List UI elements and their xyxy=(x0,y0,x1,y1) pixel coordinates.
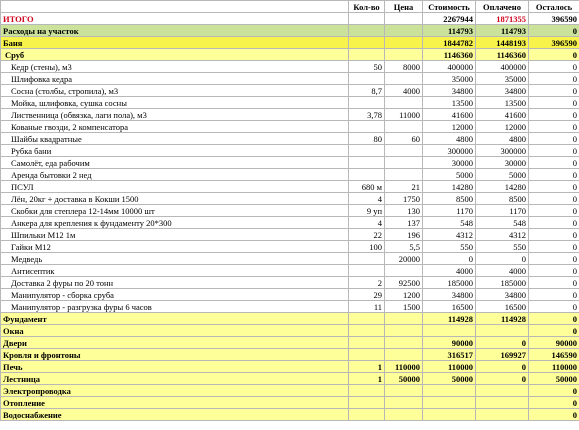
left-cell[interactable]: 0 xyxy=(529,193,579,205)
table-row xyxy=(1,169,579,181)
table-row xyxy=(1,349,579,361)
name-cell[interactable]: Медведь xyxy=(1,253,349,265)
left-cell[interactable]: 0 xyxy=(529,313,579,325)
paid-cell[interactable]: 13500 xyxy=(476,97,529,109)
left-cell[interactable]: 0 xyxy=(529,61,579,73)
price-cell[interactable]: 11000 xyxy=(385,109,423,121)
paid-cell[interactable] xyxy=(476,397,529,409)
table-row xyxy=(1,361,579,373)
price-cell[interactable] xyxy=(385,265,423,277)
paid-cell[interactable]: 4312 xyxy=(476,229,529,241)
name-cell[interactable]: Анкера для крепления к фундаменту 20*300 xyxy=(1,217,349,229)
name-cell[interactable]: Рубка бани xyxy=(1,145,349,157)
price-cell[interactable]: 92500 xyxy=(385,277,423,289)
table-row xyxy=(1,13,579,25)
price-cell[interactable] xyxy=(385,157,423,169)
table-row xyxy=(1,73,579,85)
cost-cell[interactable]: 1844782 xyxy=(423,37,476,49)
name-cell[interactable]: Шлифовка кедра xyxy=(1,73,349,85)
header-price-cell[interactable]: Цена xyxy=(385,1,423,13)
table-row xyxy=(1,145,579,157)
left-cell[interactable]: 0 xyxy=(529,73,579,85)
left-cell[interactable]: 0 xyxy=(529,217,579,229)
name-cell[interactable]: Мойка, шлифовка, сушка сосны xyxy=(1,97,349,109)
name-cell[interactable]: Отопление xyxy=(1,397,349,409)
name-cell[interactable]: Печь xyxy=(1,361,349,373)
left-cell[interactable]: 0 xyxy=(529,97,579,109)
price-cell[interactable] xyxy=(385,49,423,61)
cost-cell[interactable]: 4000 xyxy=(423,265,476,277)
qty-cell[interactable] xyxy=(349,37,385,49)
price-cell[interactable]: 137 xyxy=(385,217,423,229)
left-cell[interactable]: 0 xyxy=(529,229,579,241)
left-cell[interactable]: 0 xyxy=(529,277,579,289)
table-row xyxy=(1,85,579,97)
left-cell[interactable]: 0 xyxy=(529,253,579,265)
paid-cell[interactable]: 400000 xyxy=(476,61,529,73)
qty-cell[interactable] xyxy=(349,385,385,397)
table-row xyxy=(1,337,579,349)
name-cell[interactable]: Шпильки М12 1м xyxy=(1,229,349,241)
table-row xyxy=(1,265,579,277)
cost-cell[interactable]: 30000 xyxy=(423,157,476,169)
paid-cell[interactable]: 1170 xyxy=(476,205,529,217)
qty-cell[interactable] xyxy=(349,337,385,349)
qty-cell[interactable] xyxy=(349,409,385,421)
qty-cell[interactable] xyxy=(349,397,385,409)
name-cell[interactable]: Лён, 20кг + доставка в Кокши 1500 xyxy=(1,193,349,205)
cost-cell[interactable]: 316517 xyxy=(423,349,476,361)
paid-cell[interactable]: 169927 xyxy=(476,349,529,361)
qty-cell[interactable]: 22 xyxy=(349,229,385,241)
name-cell[interactable]: Самолёт, еда рабочим xyxy=(1,157,349,169)
table-row xyxy=(1,301,579,313)
cost-cell[interactable]: 13500 xyxy=(423,97,476,109)
price-cell[interactable]: 21 xyxy=(385,181,423,193)
table-row xyxy=(1,325,579,337)
left-cell[interactable]: 0 xyxy=(529,265,579,277)
price-cell[interactable] xyxy=(385,37,423,49)
paid-cell[interactable]: 41600 xyxy=(476,109,529,121)
left-cell[interactable]: 0 xyxy=(529,205,579,217)
name-cell[interactable]: Кованые гвозди, 2 компенсатора xyxy=(1,121,349,133)
price-cell[interactable]: 5,5 xyxy=(385,241,423,253)
qty-cell[interactable]: 1 xyxy=(349,361,385,373)
qty-cell[interactable]: 8,7 xyxy=(349,85,385,97)
table-row xyxy=(1,97,579,109)
price-cell[interactable]: 4000 xyxy=(385,85,423,97)
qty-cell[interactable]: 2 xyxy=(349,277,385,289)
paid-cell[interactable]: 0 xyxy=(476,373,529,385)
paid-cell[interactable]: 1871355 xyxy=(476,13,529,25)
left-cell[interactable]: 0 xyxy=(529,241,579,253)
left-cell[interactable]: 0 xyxy=(529,325,579,337)
cost-cell[interactable]: 90000 xyxy=(423,337,476,349)
table-row xyxy=(1,373,579,385)
left-cell[interactable]: 0 xyxy=(529,385,579,397)
name-cell[interactable]: Фундамент xyxy=(1,313,349,325)
header-name-cell[interactable] xyxy=(1,1,349,13)
paid-cell[interactable]: 8500 xyxy=(476,193,529,205)
header-cost-cell[interactable]: Стоимость xyxy=(423,1,476,13)
table-row xyxy=(1,37,579,49)
qty-cell[interactable] xyxy=(349,145,385,157)
price-cell[interactable]: 1750 xyxy=(385,193,423,205)
cost-cell[interactable]: 14280 xyxy=(423,181,476,193)
left-cell[interactable]: 0 xyxy=(529,409,579,421)
name-cell[interactable]: Сосна (столбы, стропила), м3 xyxy=(1,85,349,97)
qty-cell[interactable] xyxy=(349,169,385,181)
left-cell[interactable]: 0 xyxy=(529,301,579,313)
qty-cell[interactable]: 4 xyxy=(349,193,385,205)
price-cell[interactable] xyxy=(385,385,423,397)
paid-cell[interactable]: 35000 xyxy=(476,73,529,85)
paid-cell[interactable] xyxy=(476,325,529,337)
left-cell[interactable]: 0 xyxy=(529,49,579,61)
paid-cell[interactable]: 34800 xyxy=(476,85,529,97)
cost-cell[interactable]: 114928 xyxy=(423,313,476,325)
left-cell[interactable]: 396590 xyxy=(529,13,579,25)
name-cell[interactable]: Окна xyxy=(1,325,349,337)
qty-cell[interactable] xyxy=(349,97,385,109)
name-cell[interactable]: Баня xyxy=(1,37,349,49)
cost-cell[interactable]: 550 xyxy=(423,241,476,253)
paid-cell[interactable]: 548 xyxy=(476,217,529,229)
table-row xyxy=(1,193,579,205)
cost-cell[interactable]: 4800 xyxy=(423,133,476,145)
table-row xyxy=(1,397,579,409)
name-cell[interactable]: Водоснабжение xyxy=(1,409,349,421)
price-cell[interactable]: 20000 xyxy=(385,253,423,265)
qty-cell[interactable]: 680 м xyxy=(349,181,385,193)
cost-cell[interactable]: 4312 xyxy=(423,229,476,241)
qty-cell[interactable]: 80 xyxy=(349,133,385,145)
qty-cell[interactable] xyxy=(349,157,385,169)
cost-cell[interactable]: 114793 xyxy=(423,25,476,37)
cost-cell[interactable] xyxy=(423,397,476,409)
cost-cell[interactable]: 185000 xyxy=(423,277,476,289)
price-cell[interactable] xyxy=(385,169,423,181)
price-cell[interactable] xyxy=(385,313,423,325)
table-row xyxy=(1,277,579,289)
paid-cell[interactable]: 114928 xyxy=(476,313,529,325)
qty-cell[interactable]: 100 xyxy=(349,241,385,253)
paid-cell[interactable]: 0 xyxy=(476,361,529,373)
cost-cell[interactable] xyxy=(423,325,476,337)
cost-cell[interactable]: 300000 xyxy=(423,145,476,157)
header-qty-cell[interactable]: Кол-во xyxy=(349,1,385,13)
paid-cell[interactable]: 300000 xyxy=(476,145,529,157)
paid-cell[interactable]: 550 xyxy=(476,241,529,253)
table-row xyxy=(1,157,579,169)
table-row xyxy=(1,133,579,145)
cost-cell[interactable]: 12000 xyxy=(423,121,476,133)
qty-cell[interactable] xyxy=(349,325,385,337)
table-row xyxy=(1,385,579,397)
name-cell[interactable]: Шайбы квадратные xyxy=(1,133,349,145)
paid-cell[interactable] xyxy=(476,409,529,421)
paid-cell[interactable]: 4800 xyxy=(476,133,529,145)
paid-cell[interactable]: 0 xyxy=(476,337,529,349)
cost-cell[interactable]: 8500 xyxy=(423,193,476,205)
left-cell[interactable]: 0 xyxy=(529,397,579,409)
paid-cell[interactable] xyxy=(476,385,529,397)
table-row xyxy=(1,241,579,253)
name-cell[interactable]: Лиственница (обвязка, лаги пола), м3 xyxy=(1,109,349,121)
table-row xyxy=(1,409,579,421)
qty-cell[interactable]: 4 xyxy=(349,217,385,229)
qty-cell[interactable]: 50 xyxy=(349,61,385,73)
left-cell[interactable]: 0 xyxy=(529,25,579,37)
left-cell[interactable]: 0 xyxy=(529,109,579,121)
table-row xyxy=(1,109,579,121)
name-cell[interactable]: Кедр (стены), м3 xyxy=(1,61,349,73)
qty-cell[interactable]: 3,78 xyxy=(349,109,385,121)
cost-cell[interactable]: 34800 xyxy=(423,85,476,97)
name-cell[interactable]: Расходы на участок xyxy=(1,25,349,37)
cost-cell[interactable]: 0 xyxy=(423,253,476,265)
table-row xyxy=(1,121,579,133)
left-cell[interactable]: 0 xyxy=(529,169,579,181)
cost-cell[interactable]: 5000 xyxy=(423,169,476,181)
cost-cell[interactable]: 2267944 xyxy=(423,13,476,25)
left-cell[interactable]: 0 xyxy=(529,181,579,193)
table-row xyxy=(1,61,579,73)
name-cell[interactable]: Лестница xyxy=(1,373,349,385)
table-row xyxy=(1,253,579,265)
price-cell[interactable] xyxy=(385,73,423,85)
table-row xyxy=(1,205,579,217)
name-cell[interactable]: Манипулятор - сборка сруба xyxy=(1,289,349,301)
table-row xyxy=(1,229,579,241)
qty-cell[interactable] xyxy=(349,265,385,277)
cost-cell[interactable]: 50000 xyxy=(423,373,476,385)
cost-cell[interactable]: 1146360 xyxy=(423,49,476,61)
price-cell[interactable] xyxy=(385,121,423,133)
paid-cell[interactable]: 185000 xyxy=(476,277,529,289)
price-cell[interactable]: 60 xyxy=(385,133,423,145)
cost-cell[interactable]: 110000 xyxy=(423,361,476,373)
table-row xyxy=(1,25,579,37)
qty-cell[interactable]: 29 xyxy=(349,289,385,301)
left-cell[interactable]: 50000 xyxy=(529,373,579,385)
qty-cell[interactable] xyxy=(349,49,385,61)
price-cell[interactable] xyxy=(385,325,423,337)
name-cell[interactable]: Кровля и фронтоны xyxy=(1,349,349,361)
left-cell[interactable]: 0 xyxy=(529,289,579,301)
qty-cell[interactable]: 11 xyxy=(349,301,385,313)
name-cell[interactable]: Доставка 2 фуры по 20 тонн xyxy=(1,277,349,289)
cost-cell[interactable]: 400000 xyxy=(423,61,476,73)
header-left-cell[interactable]: Осталось xyxy=(529,1,579,13)
table-row xyxy=(1,313,579,325)
paid-cell[interactable]: 5000 xyxy=(476,169,529,181)
qty-cell[interactable]: 9 уп xyxy=(349,205,385,217)
name-cell[interactable]: Сруб xyxy=(1,49,349,61)
left-cell[interactable]: 90000 xyxy=(529,337,579,349)
price-cell[interactable]: 8000 xyxy=(385,61,423,73)
name-cell[interactable]: Гайки М12 xyxy=(1,241,349,253)
qty-cell[interactable] xyxy=(349,13,385,25)
paid-cell[interactable]: 12000 xyxy=(476,121,529,133)
cost-cell[interactable]: 548 xyxy=(423,217,476,229)
price-cell[interactable]: 50000 xyxy=(385,373,423,385)
table-row xyxy=(1,217,579,229)
header-paid-cell[interactable]: Оплачено xyxy=(476,1,529,13)
cost-cell[interactable]: 41600 xyxy=(423,109,476,121)
paid-cell[interactable]: 34800 xyxy=(476,289,529,301)
price-cell[interactable]: 130 xyxy=(385,205,423,217)
price-cell[interactable] xyxy=(385,97,423,109)
price-cell[interactable]: 1500 xyxy=(385,301,423,313)
cost-cell[interactable] xyxy=(423,409,476,421)
price-cell[interactable] xyxy=(385,349,423,361)
price-cell[interactable] xyxy=(385,409,423,421)
cost-cell[interactable]: 35000 xyxy=(423,73,476,85)
paid-cell[interactable]: 1146360 xyxy=(476,49,529,61)
paid-cell[interactable]: 14280 xyxy=(476,181,529,193)
paid-cell[interactable]: 16500 xyxy=(476,301,529,313)
name-cell[interactable]: Антисептик xyxy=(1,265,349,277)
left-cell[interactable]: 0 xyxy=(529,133,579,145)
paid-cell[interactable]: 30000 xyxy=(476,157,529,169)
cost-cell[interactable] xyxy=(423,385,476,397)
name-cell[interactable]: Двери xyxy=(1,337,349,349)
left-cell[interactable]: 0 xyxy=(529,157,579,169)
price-cell[interactable] xyxy=(385,25,423,37)
cost-cell[interactable]: 16500 xyxy=(423,301,476,313)
left-cell[interactable]: 0 xyxy=(529,85,579,97)
table-row xyxy=(1,289,579,301)
left-cell[interactable]: 0 xyxy=(529,145,579,157)
qty-cell[interactable] xyxy=(349,349,385,361)
name-cell[interactable]: Электропроводка xyxy=(1,385,349,397)
price-cell[interactable] xyxy=(385,13,423,25)
name-cell[interactable]: ИТОГО xyxy=(1,13,349,25)
price-cell[interactable] xyxy=(385,337,423,349)
paid-cell[interactable]: 0 xyxy=(476,253,529,265)
name-cell[interactable]: Скобки для степлера 12-14мм 10000 шт xyxy=(1,205,349,217)
price-cell[interactable]: 196 xyxy=(385,229,423,241)
qty-cell[interactable] xyxy=(349,121,385,133)
cost-cell[interactable]: 34800 xyxy=(423,289,476,301)
name-cell[interactable]: Аренда бытовки 2 нед xyxy=(1,169,349,181)
qty-cell[interactable] xyxy=(349,313,385,325)
qty-cell[interactable] xyxy=(349,253,385,265)
cost-cell[interactable]: 1170 xyxy=(423,205,476,217)
name-cell[interactable]: Манипулятор - разгрузка фуры 6 часов xyxy=(1,301,349,313)
name-cell[interactable]: ПСУЛ xyxy=(1,181,349,193)
left-cell[interactable]: 110000 xyxy=(529,361,579,373)
paid-cell[interactable]: 1448193 xyxy=(476,37,529,49)
price-cell[interactable] xyxy=(385,145,423,157)
table-row xyxy=(1,49,579,61)
table-row xyxy=(1,181,579,193)
qty-cell[interactable]: 1 xyxy=(349,373,385,385)
price-cell[interactable]: 1200 xyxy=(385,289,423,301)
header-row xyxy=(1,1,579,13)
price-cell[interactable]: 110000 xyxy=(385,361,423,373)
left-cell[interactable]: 396590 xyxy=(529,37,579,49)
left-cell[interactable]: 146590 xyxy=(529,349,579,361)
qty-cell[interactable] xyxy=(349,25,385,37)
price-cell[interactable] xyxy=(385,397,423,409)
qty-cell[interactable] xyxy=(349,73,385,85)
paid-cell[interactable]: 114793 xyxy=(476,25,529,37)
paid-cell[interactable]: 4000 xyxy=(476,265,529,277)
left-cell[interactable]: 0 xyxy=(529,121,579,133)
